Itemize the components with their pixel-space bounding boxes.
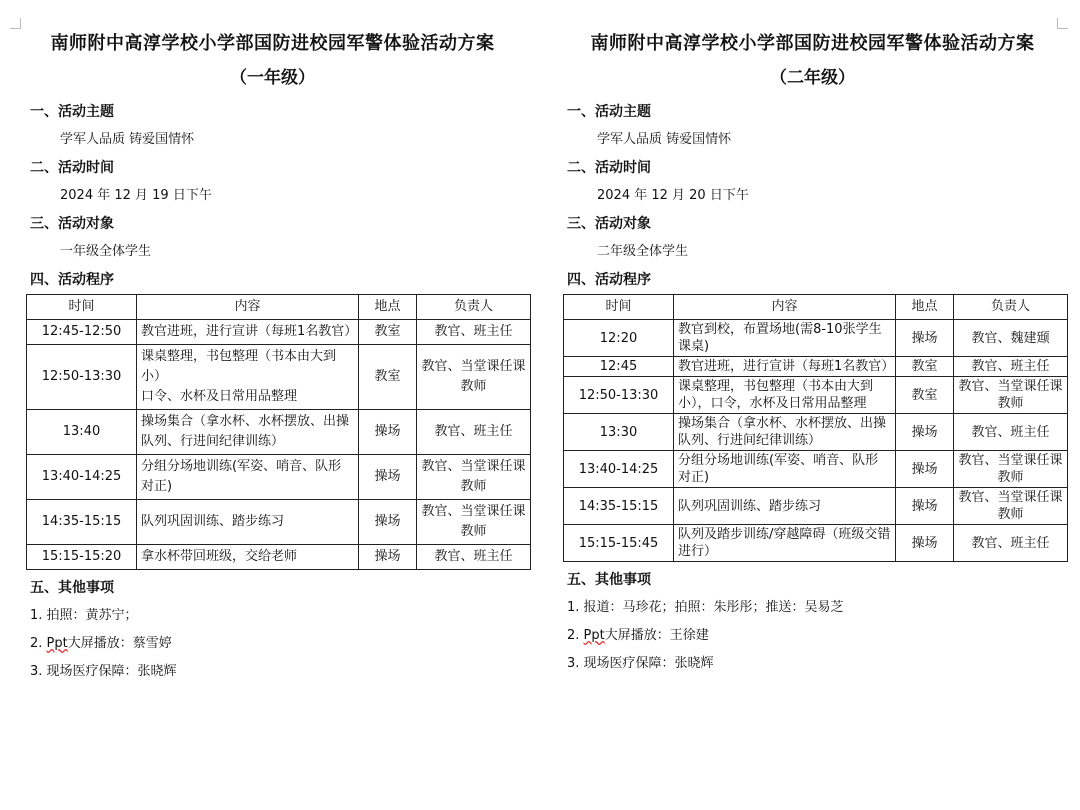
schedule-table: [26, 294, 531, 570]
note-item: [30, 606, 545, 626]
column-header-content: 内容: [674, 295, 896, 320]
cell-content: 分组分场地训练(军姿、哨音、队形对正): [137, 455, 359, 500]
cell-time: 12:45: [564, 357, 674, 377]
section-heading-program: 四、活动程序: [567, 272, 651, 288]
cell-place: 教室: [896, 357, 954, 377]
note-rest: 大屏播放：蔡雪婷: [67, 636, 172, 651]
note-rest: 大屏播放：王徐建: [604, 628, 709, 643]
section-heading-time: 二、活动时间: [30, 160, 114, 176]
section-heading-program: 四、活动程序: [30, 272, 114, 288]
table-header-row: [27, 295, 531, 320]
table-row: [27, 545, 531, 570]
note-item: [567, 626, 1080, 646]
cell-place: 操场: [359, 455, 417, 500]
page-corner-mark: [10, 18, 21, 29]
note-prefix: 1. 拍照：黄苏宁；: [30, 608, 138, 623]
cell-content: 教官到校，布置场地(需8-10张学生课桌): [674, 320, 896, 357]
plan-sections: [545, 102, 1080, 290]
cell-person: 教官、班主任: [954, 525, 1068, 562]
cell-content: 队列巩固训练、踏步练习: [674, 488, 896, 525]
cell-person: 教官、班主任: [954, 357, 1068, 377]
cell-person: 教官、班主任: [417, 320, 531, 345]
document-page-grade-2: [545, 0, 1080, 810]
cell-time: 14:35-15:15: [564, 488, 674, 525]
cell-place: 教室: [896, 377, 954, 414]
cell-content: 队列及踏步训练/穿越障碍（班级交错进行）: [674, 525, 896, 562]
section-heading-notes: 五、其他事项: [567, 572, 651, 588]
table-header-row: [564, 295, 1068, 320]
table-row: [564, 320, 1068, 357]
cell-place: 操场: [896, 451, 954, 488]
section-value-theme: 学军人品质 铸爱国情怀: [597, 132, 732, 147]
cell-time: 13:30: [564, 414, 674, 451]
table-row: [27, 345, 531, 410]
cell-person: 教官、当堂课任课教师: [954, 377, 1068, 414]
column-header-person: 负责人: [954, 295, 1068, 320]
cell-content: 分组分场地训练(军姿、哨音、队形对正): [674, 451, 896, 488]
column-header-place: 地点: [896, 295, 954, 320]
cell-person: 教官、当堂课任课教师: [417, 455, 531, 500]
cell-place: 教室: [359, 320, 417, 345]
column-header-place: 地点: [359, 295, 417, 320]
cell-person: 教官、班主任: [417, 545, 531, 570]
note-ppt: Ppt: [46, 636, 68, 651]
cell-content: 教官进班，进行宣讲（每班1名教官）: [674, 357, 896, 377]
cell-time: 12:50-13:30: [564, 377, 674, 414]
page-title: 南师附中高淳学校小学部国防进校园军警体验活动方案: [590, 33, 1035, 54]
column-header-content: 内容: [137, 295, 359, 320]
cell-time: 15:15-15:20: [27, 545, 137, 570]
cell-person: 教官、当堂课任课教师: [954, 451, 1068, 488]
note-prefix: 1. 报道：马珍花；拍照：朱彤彤；推送：吴易芝: [567, 600, 844, 615]
cell-content: 操场集合（拿水杯、水杯摆放、出操队列、行进间纪律训练）: [137, 410, 359, 455]
section-heading-time: 二、活动时间: [567, 160, 651, 176]
cell-time: 12:50-13:30: [27, 345, 137, 410]
other-notes: [545, 570, 1080, 674]
cell-person: 教官、班主任: [417, 410, 531, 455]
table-row: [564, 488, 1068, 525]
table-row: [27, 500, 531, 545]
table-row: [27, 320, 531, 345]
plan-sections: [0, 102, 545, 290]
cell-person: 教官、班主任: [954, 414, 1068, 451]
cell-place: 操场: [896, 320, 954, 357]
cell-time: 13:40: [27, 410, 137, 455]
cell-time: 12:20: [564, 320, 674, 357]
section-heading-notes: 五、其他事项: [30, 580, 114, 596]
cell-time: 13:40-14:25: [564, 451, 674, 488]
cell-person: 教官、当堂课任课教师: [954, 488, 1068, 525]
section-value-theme: 学军人品质 铸爱国情怀: [60, 132, 195, 147]
note-prefix: 3. 现场医疗保障：张晓辉: [30, 664, 177, 679]
cell-content: 课桌整理，书包整理（书本由大到小），口令，水杯及日常用品整理: [674, 377, 896, 414]
cell-place: 教室: [359, 345, 417, 410]
note-item: [567, 654, 1080, 674]
page-corner-mark: [1057, 18, 1068, 29]
section-value-time: 2024 年 12 月 20 日下午: [597, 188, 749, 203]
note-prefix: 2.: [30, 636, 47, 651]
note-prefix: 3. 现场医疗保障：张晓辉: [567, 656, 714, 671]
cell-person: 教官、当堂课任课教师: [417, 500, 531, 545]
section-heading-target: 三、活动对象: [30, 216, 114, 232]
column-header-person: 负责人: [417, 295, 531, 320]
table-row: [564, 525, 1068, 562]
column-header-time: 时间: [27, 295, 137, 320]
cell-place: 操场: [359, 500, 417, 545]
section-heading-target: 三、活动对象: [567, 216, 651, 232]
cell-time: 14:35-15:15: [27, 500, 137, 545]
table-row: [564, 451, 1068, 488]
cell-content: 队列巩固训练、踏步练习: [137, 500, 359, 545]
grade-label: （一年级）: [230, 68, 315, 88]
note-ppt: Ppt: [583, 628, 605, 643]
note-item: [567, 598, 1080, 618]
section-heading-theme: 一、活动主题: [30, 104, 114, 120]
note-item: [30, 634, 545, 654]
table-row: [564, 377, 1068, 414]
other-notes: [0, 578, 545, 682]
note-item: [30, 662, 545, 682]
section-heading-theme: 一、活动主题: [567, 104, 651, 120]
grade-label: （二年级）: [770, 68, 855, 88]
cell-time: 15:15-15:45: [564, 525, 674, 562]
schedule-table: [563, 294, 1068, 562]
table-row: [564, 414, 1068, 451]
cell-time: 12:45-12:50: [27, 320, 137, 345]
cell-place: 操场: [896, 488, 954, 525]
cell-content: 操场集合（拿水杯、水杯摆放、出操队列、行进间纪律训练）: [674, 414, 896, 451]
cell-place: 操场: [359, 410, 417, 455]
table-row: [27, 410, 531, 455]
table-row: [27, 455, 531, 500]
cell-place: 操场: [359, 545, 417, 570]
cell-content: 教官进班，进行宣讲（每班1名教官）: [137, 320, 359, 345]
table-row: [564, 357, 1068, 377]
section-value-time: 2024 年 12 月 19 日下午: [60, 188, 212, 203]
note-prefix: 2.: [567, 628, 584, 643]
section-value-target: 一年级全体学生: [60, 244, 152, 259]
cell-person: 教官、魏建颋: [954, 320, 1068, 357]
section-value-target: 二年级全体学生: [597, 244, 689, 259]
cell-place: 操场: [896, 525, 954, 562]
cell-content: 课桌整理，书包整理（书本由大到小） 口令、水杯及日常用品整理: [137, 345, 359, 410]
cell-place: 操场: [896, 414, 954, 451]
column-header-time: 时间: [564, 295, 674, 320]
cell-content: 拿水杯带回班级，交给老师: [137, 545, 359, 570]
cell-time: 13:40-14:25: [27, 455, 137, 500]
page-title: 南师附中高淳学校小学部国防进校园军警体验活动方案: [50, 33, 495, 54]
cell-person: 教官、当堂课任课教师: [417, 345, 531, 410]
